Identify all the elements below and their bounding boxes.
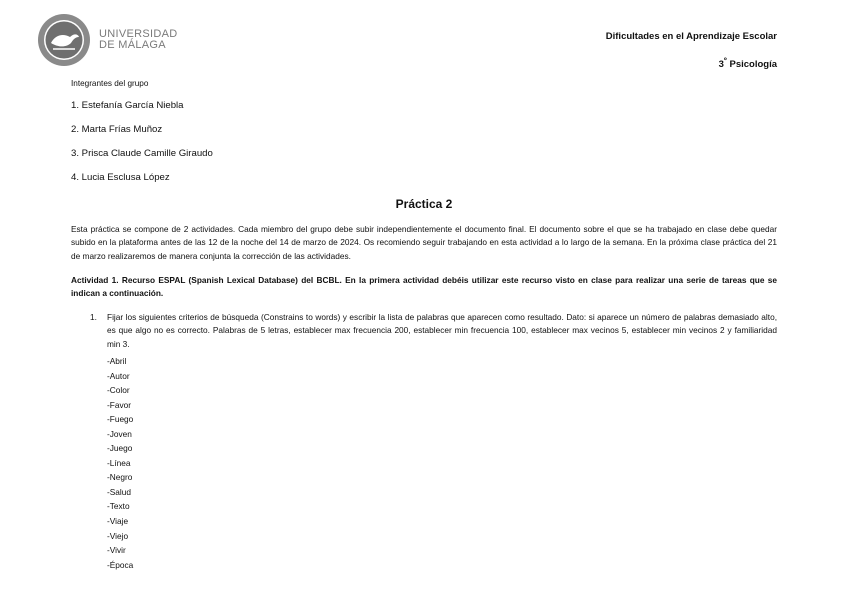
- member-item: 4. Lucia Esclusa López: [71, 172, 170, 183]
- word-item: -Autor: [107, 370, 130, 381]
- task-number: 1.: [90, 312, 97, 322]
- course-year-ordinal: º: [723, 56, 727, 65]
- word-item: -Época: [107, 559, 134, 570]
- member-item: 3. Prisca Claude Camille Giraudo: [71, 148, 213, 159]
- word-item: -Abril: [107, 356, 127, 366]
- word-item: -Viejo: [107, 530, 129, 541]
- course-year-number: 3: [718, 59, 724, 71]
- university-logo: [37, 13, 177, 67]
- course-title: Dificultades en el Aprendizaje Escolar: [605, 31, 777, 42]
- course-year-subject: Psicología: [726, 59, 777, 71]
- activity-heading: Actividad 1. Recurso ESPAL (Spanish Lexical Database) del BCBL. En la primera actividad debéis utilizar este recurso visto en clase para realizar una serie de tareas que se indican a continuación.: [71, 275, 777, 299]
- member-item: 1. Estefanía García Niebla: [71, 100, 184, 111]
- word-item: -Fuego: [107, 414, 134, 425]
- members-list: [71, 100, 213, 196]
- word-list: [107, 354, 133, 572]
- word-item: -Vivir: [107, 545, 126, 556]
- word-item: -Negro: [107, 472, 133, 483]
- university-name-line1: UNIVERSIDAD: [99, 28, 178, 40]
- university-name-line2: DE MÁLAGA: [99, 39, 166, 51]
- members-label: Integrantes del grupo: [71, 79, 149, 88]
- word-item: -Joven: [107, 428, 132, 439]
- university-seal-icon: [37, 13, 91, 67]
- intro-paragraph: Esta práctica se compone de 2 actividades. Cada miembro del grupo debe subir independientemente el documento final. El documento sobre el que se ha trabajado en clase debe quedar subido en la plataforma antes de las 12 de la noche del 14 de marzo de 2024. Os recomiendo seguir trabajando en esta actividad a lo largo de la semana. En la próxima clase práctica del 21 de marzo realizaremos de manera conjunta la corrección de las actividades.: [71, 224, 777, 261]
- word-item: -Línea: [107, 457, 131, 468]
- word-item: -Salud: [107, 486, 131, 497]
- task-item: [90, 311, 777, 351]
- page-title: Práctica 2: [395, 197, 453, 211]
- course-year: [719, 56, 777, 70]
- word-item: -Favor: [107, 399, 131, 410]
- word-item: -Juego: [107, 443, 133, 454]
- university-name: [99, 29, 177, 51]
- word-item: -Color: [107, 385, 130, 396]
- word-item: -Viaje: [107, 516, 129, 527]
- member-item: 2. Marta Frías Muñoz: [71, 124, 163, 135]
- word-item: -Texto: [107, 501, 130, 512]
- task-text: Fijar los siguientes criterios de búsqueda (Constrains to words) y escribir la lista de palabras que aparecen como resultado. Dato: si aparece un número de palabras demasiado alto, es que algo no es correcto. Palabras de 5 letras, establecer max frecuencia 200, establecer min frecuencia 100, establecer max vecinos 5, establecer min vecinos 2 y familiaridad min 3.: [107, 312, 777, 349]
